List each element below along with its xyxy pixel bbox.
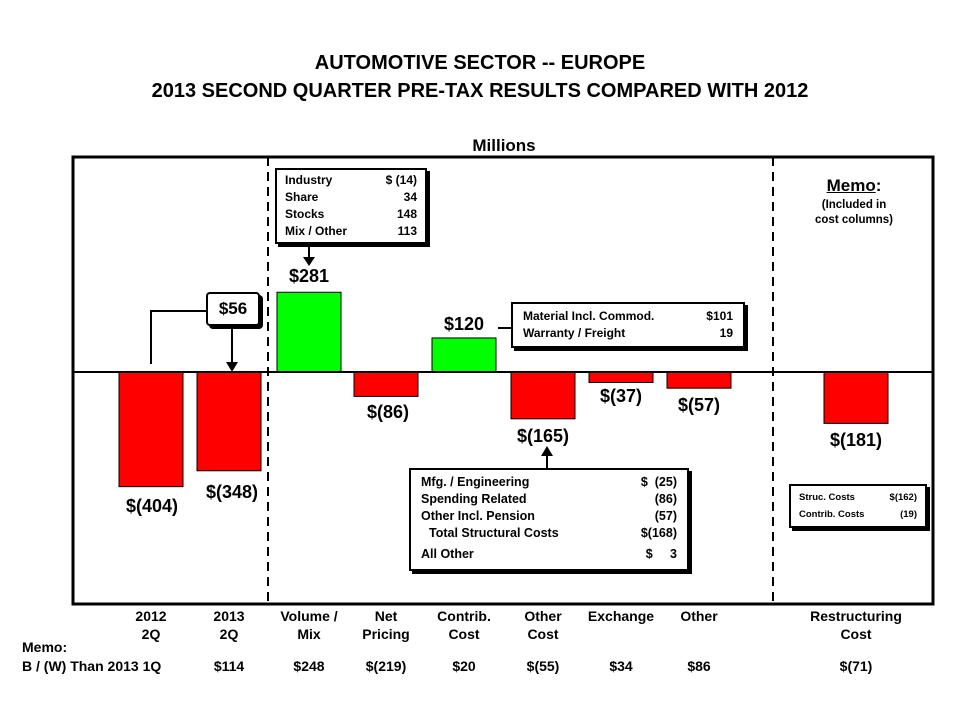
volume-detail-row-label: Mix / Other bbox=[285, 224, 348, 238]
bar-value-label-1: $(348) bbox=[205, 482, 259, 502]
contrib-detail-row-value: 19 bbox=[719, 326, 733, 340]
other-cost-detail-row bbox=[421, 491, 677, 508]
chart-title-line2: 2013 SECOND QUARTER PRE-TAX RESULTS COMPARED WITH 2012 bbox=[151, 80, 809, 102]
restructuring-detail-row-label: Contrib. Costs bbox=[799, 509, 865, 520]
volume-detail-row bbox=[285, 223, 417, 240]
bar-value-label-7: $(57) bbox=[677, 395, 721, 415]
bar-5 bbox=[511, 372, 575, 419]
category-label-line2: Cost bbox=[527, 626, 559, 642]
chart-title-line1: AUTOMOTIVE SECTOR -- EUROPE bbox=[314, 52, 646, 74]
bar-4 bbox=[432, 338, 496, 372]
bar-value-label-5: $(165) bbox=[516, 426, 570, 446]
restructuring-detail-box bbox=[789, 484, 927, 528]
contrib-detail-row bbox=[523, 325, 733, 342]
other-cost-detail-row-value: (57) bbox=[654, 509, 677, 523]
other-cost-detail-row bbox=[421, 508, 677, 525]
other-cost-arrowhead bbox=[541, 446, 553, 456]
contrib-detail-row-label: Material Incl. Commod. bbox=[523, 309, 655, 323]
category-label-line1: Exchange bbox=[587, 608, 655, 624]
category-label-line1: Volume / bbox=[280, 608, 338, 624]
volume-detail-row-value: $ (14) bbox=[385, 173, 417, 187]
volume-mix-detail-box bbox=[275, 168, 427, 244]
memo-panel-line2: cost columns) bbox=[815, 214, 893, 226]
memo-value-8: $(71) bbox=[839, 658, 873, 674]
category-label-line1: Contrib. bbox=[437, 608, 491, 624]
contrib-cost-detail-box bbox=[511, 302, 745, 348]
category-label-line2: Pricing bbox=[362, 626, 410, 642]
restructuring-detail-row-value: (19) bbox=[900, 509, 917, 520]
other-cost-detail-row-label: Total Structural Costs bbox=[429, 526, 559, 540]
memo-value-5: $(55) bbox=[526, 658, 560, 674]
category-label-line2: 2Q bbox=[219, 626, 239, 642]
other-cost-detail-row-value: (86) bbox=[654, 492, 677, 506]
category-label-line2: Mix bbox=[297, 626, 321, 642]
volume-detail-row bbox=[285, 189, 417, 206]
memo-value-7: $86 bbox=[687, 658, 711, 674]
category-label-line1: Other bbox=[680, 608, 718, 624]
category-label-line2: 2Q bbox=[141, 626, 161, 642]
contrib-detail-row-label: Warranty / Freight bbox=[523, 326, 626, 340]
bar-8 bbox=[824, 372, 888, 423]
volume-detail-row bbox=[285, 206, 417, 223]
volume-detail-row-value: 34 bbox=[403, 190, 417, 204]
memo-value-4: $20 bbox=[452, 658, 476, 674]
category-label-line1: 2012 bbox=[135, 608, 167, 624]
other-cost-detail-row-label: Mfg. / Engineering bbox=[421, 475, 530, 489]
volume-detail-row-label: Stocks bbox=[285, 207, 325, 221]
volume-detail-row bbox=[285, 172, 417, 189]
change-label: $56 bbox=[218, 299, 248, 318]
restructuring-detail-row-value: $(162) bbox=[889, 492, 917, 503]
category-label-7 bbox=[639, 607, 759, 625]
change-arrowhead bbox=[226, 362, 238, 372]
bar-value-label-0: $(404) bbox=[125, 496, 179, 516]
bar-value-label-3: $(86) bbox=[366, 402, 410, 422]
change-label-box bbox=[206, 292, 260, 326]
category-label-line1: Restructuring bbox=[810, 608, 902, 624]
volume-detail-row-label: Share bbox=[285, 190, 319, 204]
memo-row-title: Memo: bbox=[22, 639, 68, 655]
bar-value-label-6: $(37) bbox=[599, 386, 643, 406]
volume-detail-row-value: 113 bbox=[397, 224, 417, 238]
bar-value-label-4: $120 bbox=[443, 314, 485, 334]
other-cost-detail-row-label: Spending Related bbox=[421, 492, 527, 506]
other-cost-detail-row-label: Other Incl. Pension bbox=[421, 509, 535, 523]
bar-3 bbox=[354, 372, 418, 396]
bar-2 bbox=[277, 292, 341, 372]
category-label-line2: Cost bbox=[448, 626, 480, 642]
category-label-line1: Net bbox=[374, 608, 398, 624]
bar-6 bbox=[589, 372, 653, 383]
change-connector bbox=[151, 311, 207, 364]
memo-title-text: Memo bbox=[826, 176, 876, 195]
bar-1 bbox=[197, 372, 261, 471]
bar-value-label-8: $(181) bbox=[829, 430, 883, 450]
volume-detail-row-value: 148 bbox=[396, 207, 417, 221]
category-label-line1: Other bbox=[524, 608, 562, 624]
bar-0 bbox=[119, 372, 183, 487]
other-cost-detail-row-value: $ 3 bbox=[645, 547, 677, 561]
restructuring-detail-row bbox=[799, 489, 917, 506]
other-cost-detail-row bbox=[421, 474, 677, 491]
contrib-detail-row-value: $101 bbox=[706, 309, 733, 323]
category-label-line1: 2013 bbox=[213, 608, 245, 624]
other-cost-detail-row-value: $ (25) bbox=[640, 475, 677, 489]
memo-value-1: $114 bbox=[213, 658, 245, 674]
category-label-8 bbox=[796, 607, 916, 643]
memo-title-colon: : bbox=[875, 176, 882, 195]
memo-panel-title bbox=[798, 176, 910, 196]
memo-panel-line1: (Included in bbox=[821, 199, 887, 211]
volume-arrowhead bbox=[303, 257, 315, 266]
contrib-detail-row bbox=[523, 308, 733, 325]
memo-value-6: $34 bbox=[609, 658, 633, 674]
other-cost-detail-row bbox=[421, 525, 677, 542]
unit-label: Millions bbox=[472, 136, 536, 155]
other-cost-detail-row bbox=[421, 546, 677, 563]
restructuring-detail-row-label: Struc. Costs bbox=[799, 492, 855, 503]
restructuring-detail-row bbox=[799, 506, 917, 523]
volume-detail-row-label: Industry bbox=[285, 173, 333, 187]
bar-7 bbox=[667, 372, 731, 388]
bar-value-label-2: $281 bbox=[288, 266, 330, 286]
category-label-line2: Cost bbox=[840, 626, 872, 642]
memo-value-3: $(219) bbox=[365, 658, 407, 674]
other-cost-detail-box bbox=[409, 468, 689, 571]
memo-value-2: $248 bbox=[293, 658, 325, 674]
other-cost-detail-row-label: All Other bbox=[421, 547, 474, 561]
memo-row-label: B / (W) Than 2013 1Q bbox=[22, 658, 162, 674]
other-cost-detail-row-value: $(168) bbox=[640, 526, 677, 540]
